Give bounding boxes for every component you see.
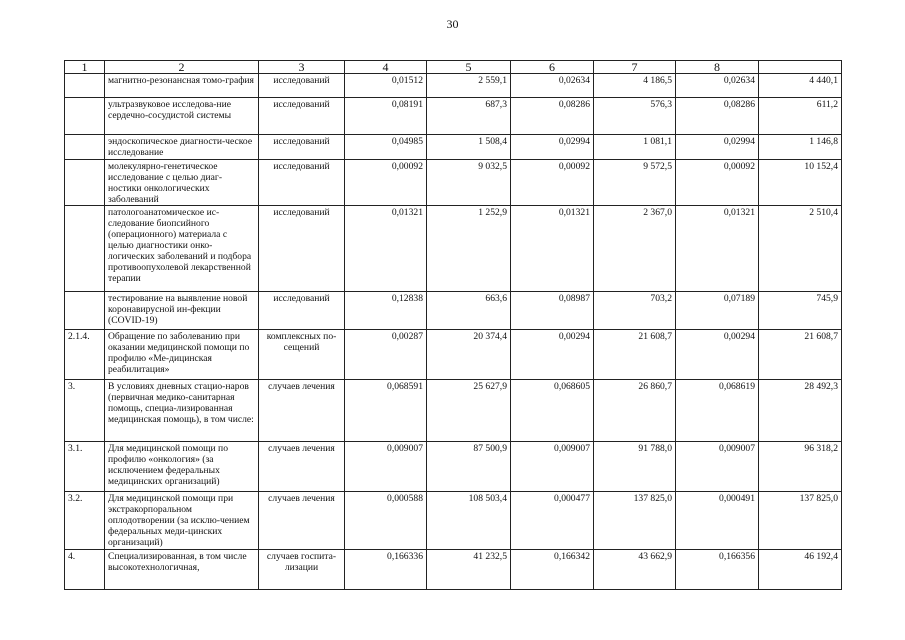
row-value-9: 28 492,3 [759, 380, 842, 442]
row-value-4: 0,04985 [345, 135, 427, 160]
row-value-4: 0,08191 [345, 98, 427, 135]
row-value-8: 0,02634 [676, 74, 759, 98]
row-unit: исследований [259, 292, 345, 330]
row-value-7: 703,2 [594, 292, 676, 330]
row-value-8: 0,01321 [676, 206, 759, 292]
row-name: Обращение по заболеванию при оказании медицинской помощи по профилю «Ме-дицинская реабилитация» [105, 330, 259, 380]
table-row [65, 292, 842, 330]
row-value-8: 0,009007 [676, 442, 759, 492]
row-number [65, 135, 105, 160]
row-value-5: 9 032,5 [427, 160, 511, 206]
row-value-9: 611,2 [759, 98, 842, 135]
row-name: Для медицинской помощи по профилю «онкология» (за исключением федеральных медицинских организаций) [105, 442, 259, 492]
row-value-5: 108 503,4 [427, 492, 511, 550]
row-value-9: 1 146,8 [759, 135, 842, 160]
row-value-5: 20 374,4 [427, 330, 511, 380]
table-row [65, 206, 842, 292]
row-value-9: 745,9 [759, 292, 842, 330]
table-row [65, 135, 842, 160]
row-value-8: 0,00092 [676, 160, 759, 206]
row-unit: комплексных по-сещений [259, 330, 345, 380]
header-cell: 4 [345, 61, 427, 74]
row-value-8: 0,02994 [676, 135, 759, 160]
row-value-5: 2 559,1 [427, 74, 511, 98]
header-cell: 8 [676, 61, 759, 74]
row-unit: исследований [259, 160, 345, 206]
row-value-7: 9 572,5 [594, 160, 676, 206]
row-unit: случаев лечения [259, 442, 345, 492]
row-value-6: 0,02634 [511, 74, 594, 98]
table-row [65, 380, 842, 442]
row-value-7: 26 860,7 [594, 380, 676, 442]
row-value-9: 96 318,2 [759, 442, 842, 492]
row-value-9: 21 608,7 [759, 330, 842, 380]
header-cell: 7 [594, 61, 676, 74]
row-value-6: 0,08987 [511, 292, 594, 330]
row-value-9: 4 440,1 [759, 74, 842, 98]
row-value-4: 0,00287 [345, 330, 427, 380]
row-value-7: 2 367,0 [594, 206, 676, 292]
row-name: эндоскопическое диагности-ческое исследование [105, 135, 259, 160]
row-value-7: 4 186,5 [594, 74, 676, 98]
row-value-5: 663,6 [427, 292, 511, 330]
row-value-5: 1 508,4 [427, 135, 511, 160]
table-row [65, 492, 842, 550]
row-unit: исследований [259, 74, 345, 98]
row-value-7: 91 788,0 [594, 442, 676, 492]
header-cell: 1 [65, 61, 105, 74]
row-name: магнитно-резонансная томо-графия [105, 74, 259, 98]
table-row [65, 74, 842, 98]
row-value-4: 0,068591 [345, 380, 427, 442]
row-value-4: 0,166336 [345, 550, 427, 590]
row-value-5: 41 232,5 [427, 550, 511, 590]
row-value-7: 21 608,7 [594, 330, 676, 380]
row-unit: исследований [259, 206, 345, 292]
row-name: Для медицинской помощи при экстракорпоральном оплодотворении (за исклю-чением федеральных меди-цинских организаций) [105, 492, 259, 550]
row-unit: случаев лечения [259, 380, 345, 442]
row-value-6: 0,01321 [511, 206, 594, 292]
row-value-6: 0,08286 [511, 98, 594, 135]
header-cell: 6 [511, 61, 594, 74]
row-value-5: 25 627,9 [427, 380, 511, 442]
row-number [65, 206, 105, 292]
row-number: 3. [65, 380, 105, 442]
row-value-8: 0,166356 [676, 550, 759, 590]
row-value-7: 137 825,0 [594, 492, 676, 550]
row-value-4: 0,000588 [345, 492, 427, 550]
header-cell [759, 61, 842, 74]
header-cell: 3 [259, 61, 345, 74]
table-row [65, 160, 842, 206]
row-name: ультразвуковое исследова-ние сердечно-сосудистой системы [105, 98, 259, 135]
header-cell: 2 [105, 61, 259, 74]
row-value-8: 0,08286 [676, 98, 759, 135]
row-value-7: 43 662,9 [594, 550, 676, 590]
table-row [65, 98, 842, 135]
tariff-table [64, 60, 842, 590]
row-value-8: 0,000491 [676, 492, 759, 550]
row-value-9: 10 152,4 [759, 160, 842, 206]
row-value-6: 0,068605 [511, 380, 594, 442]
row-value-7: 1 081,1 [594, 135, 676, 160]
row-value-9: 137 825,0 [759, 492, 842, 550]
row-value-6: 0,000477 [511, 492, 594, 550]
row-value-6: 0,00092 [511, 160, 594, 206]
row-number [65, 160, 105, 206]
row-unit: случаев лечения [259, 492, 345, 550]
row-value-5: 1 252,9 [427, 206, 511, 292]
row-unit: исследований [259, 135, 345, 160]
table-row [65, 442, 842, 492]
row-value-5: 87 500,9 [427, 442, 511, 492]
row-value-8: 0,07189 [676, 292, 759, 330]
row-name: тестирование на выявление новой коронавирусной ин-фекции (COVID-19) [105, 292, 259, 330]
row-unit: случаев госпита-лизации [259, 550, 345, 590]
row-number: 2.1.4. [65, 330, 105, 380]
row-value-9: 2 510,4 [759, 206, 842, 292]
header-cell: 5 [427, 61, 511, 74]
header-row [65, 61, 842, 74]
row-number [65, 74, 105, 98]
row-value-6: 0,009007 [511, 442, 594, 492]
row-number: 4. [65, 550, 105, 590]
row-value-8: 0,00294 [676, 330, 759, 380]
row-value-4: 0,01512 [345, 74, 427, 98]
row-name: молекулярно-генетическое исследование с целью диаг-ностики онкологических заболеваний [105, 160, 259, 206]
row-value-4: 0,009007 [345, 442, 427, 492]
row-value-6: 0,02994 [511, 135, 594, 160]
row-number: 3.1. [65, 442, 105, 492]
table-row [65, 550, 842, 590]
row-value-4: 0,01321 [345, 206, 427, 292]
row-name: Специализированная, в том числе высокотехнологичная, [105, 550, 259, 590]
row-name: В условиях дневных стацио-наров (первичная медико-санитарная помощь, специа-лизированная медицинская помощь), в том числе: [105, 380, 259, 442]
row-value-5: 687,3 [427, 98, 511, 135]
page-number: 30 [446, 17, 459, 31]
row-value-4: 0,12838 [345, 292, 427, 330]
row-name: патологоанатомическое ис-следование биопсийного (операционного) материала с целью диагностики онко-логических заболеваний и подбора противоопухолевой лекарственной терапии [105, 206, 259, 292]
row-value-7: 576,3 [594, 98, 676, 135]
row-number: 3.2. [65, 492, 105, 550]
table-row [65, 330, 842, 380]
row-number [65, 98, 105, 135]
row-value-6: 0,00294 [511, 330, 594, 380]
row-value-9: 46 192,4 [759, 550, 842, 590]
row-number [65, 292, 105, 330]
row-value-6: 0,166342 [511, 550, 594, 590]
row-value-8: 0,068619 [676, 380, 759, 442]
row-unit: исследований [259, 98, 345, 135]
row-value-4: 0,00092 [345, 160, 427, 206]
